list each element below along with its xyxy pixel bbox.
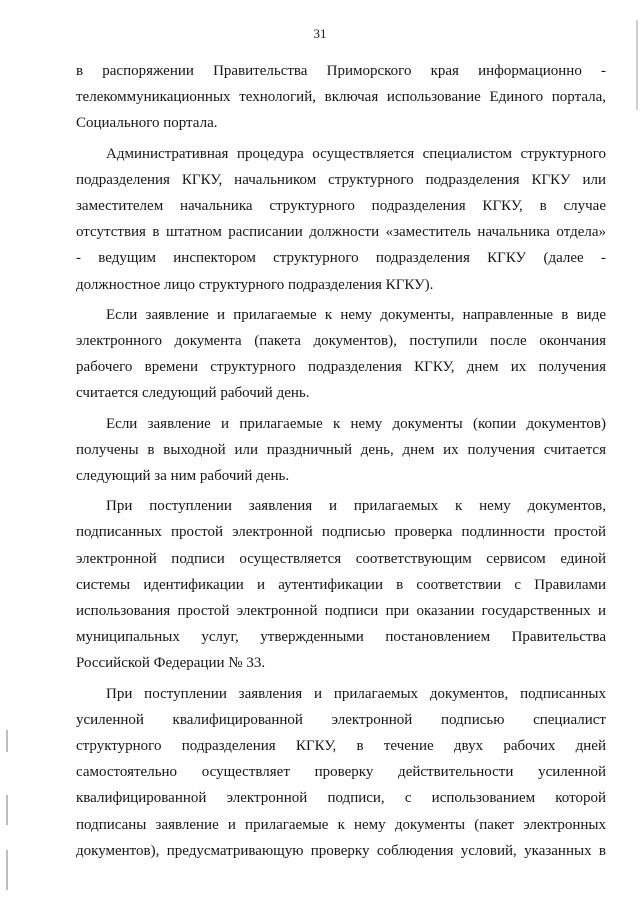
paragraph-4 xyxy=(76,411,606,490)
text-line: подписанных простой электронной подписью проверка подлинности простой xyxy=(76,524,606,541)
paragraph-5 xyxy=(76,493,606,676)
page-number: 31 xyxy=(313,26,327,41)
text-line: рабочего времени структурного подразделения КГКУ, днем их получения xyxy=(76,359,606,376)
text-line: подразделения КГКУ, начальником структурного подразделения КГКУ или xyxy=(76,171,606,188)
paragraph-1 xyxy=(76,58,606,137)
text-line: - ведущим инспектором структурного подразделения КГКУ (далее - xyxy=(76,250,606,267)
text-line: в распоряжении Правительства Приморского края информационно - xyxy=(76,63,606,79)
text-line: электронной подписи осуществляется соответствующим сервисом единой xyxy=(76,550,606,567)
text-line: квалифицированной электронной подписи, с использованием которой xyxy=(76,790,606,807)
text-line: телекоммуникационных технологий, включая использование Единого портала, xyxy=(76,89,606,106)
scan-edge-mark xyxy=(636,20,638,110)
paragraph-2 xyxy=(76,141,606,298)
text-line: муниципальных услуг, утвержденными постановлением Правительства xyxy=(76,629,606,646)
text-line: структурного подразделения КГКУ, в течение двух рабочих дней xyxy=(76,738,606,755)
text-line: При поступлении заявления и прилагаемых к нему документов, xyxy=(106,498,606,515)
text-line: использования простой электронной подписи при оказании государственных и xyxy=(76,603,606,620)
text-line: электронного документа (пакета документов), поступили после окончания xyxy=(76,333,606,350)
text-line: получены в выходной или праздничный день, днем их получения считается xyxy=(76,441,606,458)
text-line: системы идентификации и аутентификации в соответствии с Правилами xyxy=(76,576,606,593)
text-line: Социального портала. xyxy=(76,115,218,132)
text-line: подписаны заявление и прилагаемые к нему документы (пакет электронных xyxy=(76,816,606,833)
text-line: При поступлении заявления и прилагаемых документов, подписанных xyxy=(106,685,606,702)
text-line: Если заявление и прилагаемые к нему документы, направленные в виде xyxy=(106,306,606,323)
text-line: усиленной квалифицированной электронной подписью специалист xyxy=(76,711,606,728)
text-line: должностное лицо структурного подразделения КГКУ). xyxy=(76,276,434,293)
text-line: Если заявление и прилагаемые к нему документы (копии документов) xyxy=(106,415,606,432)
text-line: заместителем начальника структурного подразделения КГКУ, в случае xyxy=(76,198,606,215)
scan-margin-mark xyxy=(6,730,8,752)
scan-margin-mark xyxy=(6,850,8,890)
document-body xyxy=(76,58,606,866)
text-line: Российской Федерации № 33. xyxy=(76,655,266,672)
text-line: Административная процедура осуществляется специалистом структурного xyxy=(106,145,606,162)
text-line: считается следующий рабочий день. xyxy=(76,385,310,402)
text-line: самостоятельно осуществляет проверку действительности усиленной xyxy=(76,764,606,781)
scan-margin-mark xyxy=(6,795,8,825)
text-line: документов), предусматривающую проверку соблюдения условий, указанных в xyxy=(76,842,606,859)
paragraph-6 xyxy=(76,681,606,864)
text-line: отсутствия в штатном расписании должности «заместитель начальника отдела» xyxy=(76,224,606,241)
text-line: следующий за ним рабочий день. xyxy=(76,468,290,485)
paragraph-3 xyxy=(76,302,606,407)
